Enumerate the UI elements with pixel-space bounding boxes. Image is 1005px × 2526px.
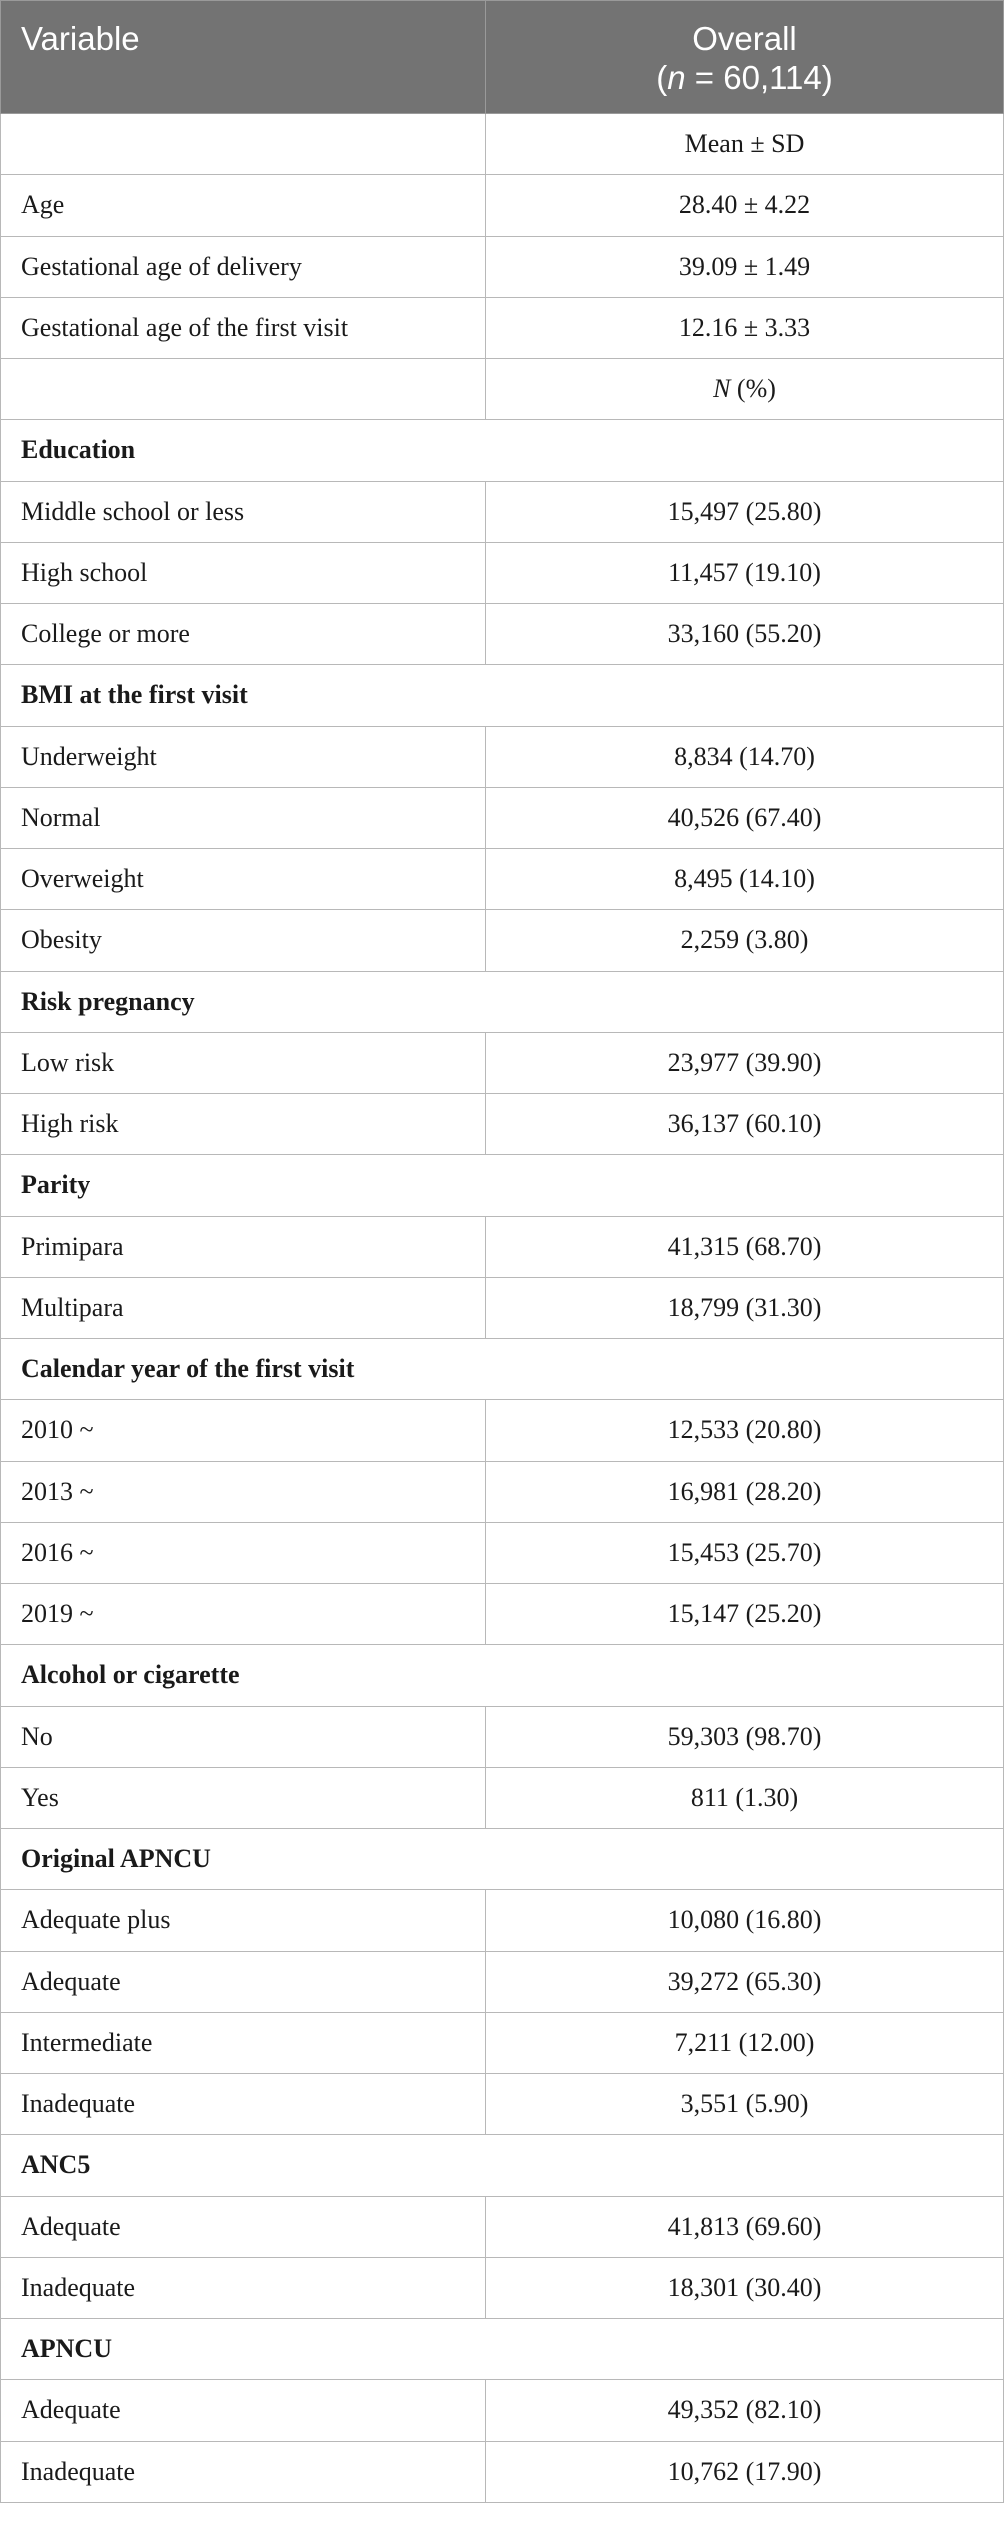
group-header-row [1,1645,1004,1706]
category-label: High risk [1,1094,486,1155]
category-label: Low risk [1,1032,486,1093]
category-label: High school [1,542,486,603]
overall-value: 28.40 ± 4.22 [486,175,1004,236]
group-header-row [1,2135,1004,2196]
category-label: Yes [1,1767,486,1828]
category-value: 23,977 (39.90) [486,1032,1004,1093]
category-value: 40,526 (67.40) [486,787,1004,848]
group-header-row [1,2319,1004,2380]
overall-value: 39.09 ± 1.49 [486,236,1004,297]
table-row [1,849,1004,910]
table-row [1,1461,1004,1522]
table-row [1,1522,1004,1583]
overall-label: Overall [692,20,797,57]
group-title: Original APNCU [1,1829,1004,1890]
category-label: Inadequate [1,2441,486,2502]
n-percent-subheader-row [1,359,1004,420]
group-header-row [1,971,1004,1032]
table-header-row [1,1,1004,114]
category-label: Inadequate [1,2257,486,2318]
category-value: 3,551 (5.90) [486,2074,1004,2135]
category-label: Primipara [1,1216,486,1277]
category-label: College or more [1,604,486,665]
category-value: 8,495 (14.10) [486,849,1004,910]
table-row [1,604,1004,665]
table-row [1,2380,1004,2441]
category-label: 2016 ~ [1,1522,486,1583]
table-row [1,2257,1004,2318]
table-body [1,114,1004,2503]
category-value: 7,211 (12.00) [486,2012,1004,2073]
variable-label: Age [1,175,486,236]
category-label: 2010 ~ [1,1400,486,1461]
category-value: 10,080 (16.80) [486,1890,1004,1951]
table-row [1,542,1004,603]
table-row [1,726,1004,787]
variable-column-header: Variable [1,1,486,114]
empty-cell [1,114,486,175]
n-symbol: N [713,374,731,404]
category-value: 10,762 (17.90) [486,2441,1004,2502]
category-value: 2,259 (3.80) [486,910,1004,971]
category-label: 2019 ~ [1,1584,486,1645]
mean-sd-subheader: Mean ± SD [486,114,1004,175]
category-value: 33,160 (55.20) [486,604,1004,665]
category-value: 18,301 (30.40) [486,2257,1004,2318]
table-row [1,1951,1004,2012]
category-label: Adequate [1,2380,486,2441]
category-label: Adequate plus [1,1890,486,1951]
variable-label: Gestational age of delivery [1,236,486,297]
empty-cell [1,359,486,420]
table-row [1,481,1004,542]
table-row [1,1706,1004,1767]
table-row [1,1277,1004,1338]
category-value: 15,453 (25.70) [486,1522,1004,1583]
n-percent-subheader [486,359,1004,420]
overall-value: 12.16 ± 3.33 [486,297,1004,358]
table-row [1,1032,1004,1093]
table-row [1,236,1004,297]
table-row [1,2074,1004,2135]
table-row [1,787,1004,848]
group-header-row [1,1829,1004,1890]
table-row [1,2012,1004,2073]
category-label: Overweight [1,849,486,910]
category-value: 8,834 (14.70) [486,726,1004,787]
group-header-row [1,1155,1004,1216]
category-value: 15,497 (25.80) [486,481,1004,542]
table-row [1,175,1004,236]
n-label: n [667,59,686,96]
category-value: 41,813 (69.60) [486,2196,1004,2257]
category-value: 59,303 (98.70) [486,1706,1004,1767]
group-title: BMI at the first visit [1,665,1004,726]
table-row [1,2441,1004,2502]
mean-sd-subheader-row [1,114,1004,175]
category-label: Intermediate [1,2012,486,2073]
table-row [1,1094,1004,1155]
category-label: Adequate [1,1951,486,2012]
group-title: Education [1,420,1004,481]
group-title: Alcohol or cigarette [1,1645,1004,1706]
category-value: 15,147 (25.20) [486,1584,1004,1645]
group-title: Parity [1,1155,1004,1216]
table-row [1,1584,1004,1645]
category-value: 11,457 (19.10) [486,542,1004,603]
table-row [1,2196,1004,2257]
table-row [1,1216,1004,1277]
category-value: 36,137 (60.10) [486,1094,1004,1155]
group-header-row [1,1339,1004,1400]
category-label: 2013 ~ [1,1461,486,1522]
category-label: Multipara [1,1277,486,1338]
group-title: Calendar year of the first visit [1,1339,1004,1400]
variable-label: Gestational age of the first visit [1,297,486,358]
category-label: Middle school or less [1,481,486,542]
group-title: ANC5 [1,2135,1004,2196]
category-label: Inadequate [1,2074,486,2135]
category-label: Adequate [1,2196,486,2257]
table-row [1,297,1004,358]
category-value: 18,799 (31.30) [486,1277,1004,1338]
category-value: 12,533 (20.80) [486,1400,1004,1461]
table-row [1,1400,1004,1461]
group-header-row [1,665,1004,726]
table-row [1,910,1004,971]
n-value: = 60,114) [685,59,833,96]
table-row [1,1890,1004,1951]
group-title: APNCU [1,2319,1004,2380]
category-value: 811 (1.30) [486,1767,1004,1828]
category-value: 16,981 (28.20) [486,1461,1004,1522]
category-value: 49,352 (82.10) [486,2380,1004,2441]
group-header-row [1,420,1004,481]
category-label: Obesity [1,910,486,971]
category-label: Underweight [1,726,486,787]
category-label: No [1,1706,486,1767]
group-title: Risk pregnancy [1,971,1004,1032]
category-value: 41,315 (68.70) [486,1216,1004,1277]
category-value: 39,272 (65.30) [486,1951,1004,2012]
overall-column-header: Overall (n = 60,114) [486,1,1004,114]
category-label: Normal [1,787,486,848]
table-row [1,1767,1004,1828]
percent-label: (%) [730,374,776,404]
